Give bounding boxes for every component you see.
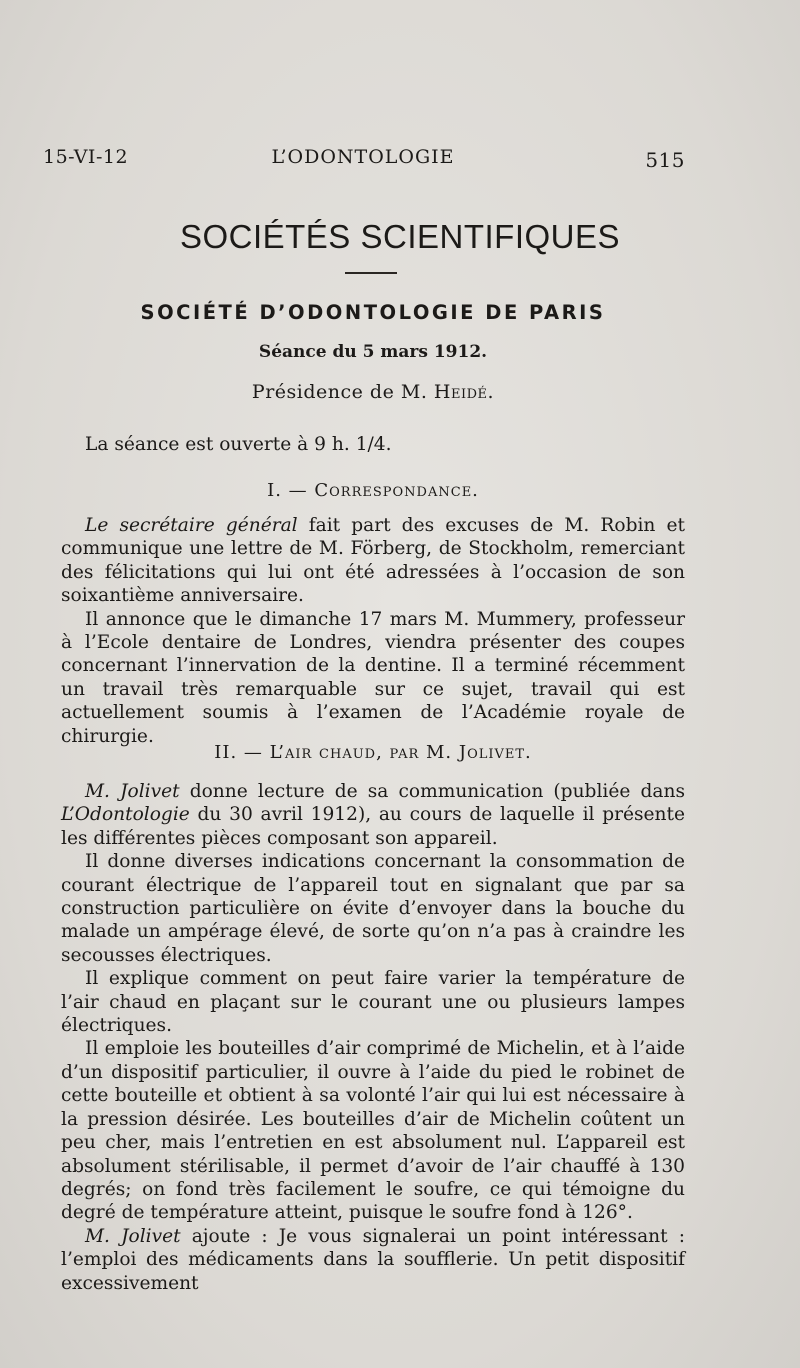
paragraph-text: du 30 avril 1912), au cours de laquelle il présente les différentes pièces composant son appareil. [61, 804, 685, 849]
section-2-number: II. — [214, 742, 263, 763]
session-date: Séance du 5 mars 1912. [258, 342, 488, 362]
section-1-title: Correspondance. [314, 480, 479, 501]
correspondance-block [61, 514, 685, 748]
opening-paragraph [61, 433, 685, 456]
paragraph [61, 1225, 685, 1295]
paragraph: Il explique comment on peut faire varier la température de l’air chaud en plaçant sur le courant une ou plusieurs lampes électriques. [61, 968, 685, 1037]
opening-text: La séance est ouverte à 9 h. 1/4. [85, 434, 392, 455]
running-head [43, 146, 683, 176]
title-divider [345, 272, 397, 274]
section-2-title: L’air chaud, par M. Jolivet. [269, 742, 532, 763]
italic-text: L’Odontologie [61, 804, 190, 826]
air-chaud-block [61, 780, 685, 1295]
page-title: SOCIÉTÉS SCIENTIFIQUES [179, 218, 621, 255]
journal-title: L’ODONTOLOGIE [271, 146, 455, 168]
presidence-prefix: Présidence de M. [251, 381, 428, 403]
italic-text: Le secrétaire général [85, 515, 298, 536]
section-1-number: I. — [267, 480, 308, 501]
italic-text: M. Jolivet [85, 781, 180, 802]
paragraph: Il annonce que le dimanche 17 mars M. Mummery, professeur à l’Ecole dentaire de Londres, viendra présenter des coupes concernant l’innervation de la dentine. Il a terminé récemment un travail très remarquable sur ce sujet, travail qui est actuellement soumis à l’examen de l’Académie royale de chirurgie. [61, 608, 685, 747]
paragraph-text: donne lecture de sa communication (publiée dans [179, 781, 685, 802]
page-number: 515 [645, 148, 685, 172]
section-heading-1 [0, 480, 746, 501]
paragraph-text: fait part des excuses de M. Robin et communique une lettre de M. Förberg, de Stockholm, remerciant des félicitations qui lui ont été adressées à l’occasion de son soixantième anniversaire. [61, 515, 685, 607]
paragraph: Il donne diverses indications concernant la consommation de courant électrique de l’appareil tout en signalant que par sa construction particulière on évite d’envoyer dans la bouche du malade un ampérage élevé, de sorte qu’on n’a pas à craindre les secousses électriques. [61, 851, 685, 966]
presidence-line [0, 381, 746, 403]
section-heading-2 [0, 742, 746, 763]
president-name: Heidé. [433, 381, 495, 403]
italic-text: M. Jolivet [85, 1225, 181, 1247]
society-heading: SOCIÉTÉ D’ODONTOLOGIE DE PARIS [140, 301, 606, 324]
paragraph [61, 514, 685, 608]
paragraph-text: ajoute : Je vous signalerai un point intéressant : l’emploi des médicaments dans la soufflerie. Un petit dispositif excessivement [61, 1225, 685, 1294]
paragraph [61, 780, 685, 850]
issue-date: 15-VI-12 [43, 146, 129, 168]
paragraph: Il emploie les bouteilles d’air comprimé de Michelin, et à l’aide d’un dispositif particulier, il ouvre à l’aide du pied le robinet de cette bouteille et obtient à sa volonté l’air qui lui est nécessaire à la pression désirée. Les bouteilles d’air de Michelin coûtent un peu cher, mais l’entretien en est absolument nul. L’appareil est absolument stérilisable, il permet d’avoir de l’air chauffé à 130 degrés; on fond très facilement le soufre, ce qui témoigne du degré de température atteint, puisque le soufre fond à 126°. [61, 1038, 685, 1224]
